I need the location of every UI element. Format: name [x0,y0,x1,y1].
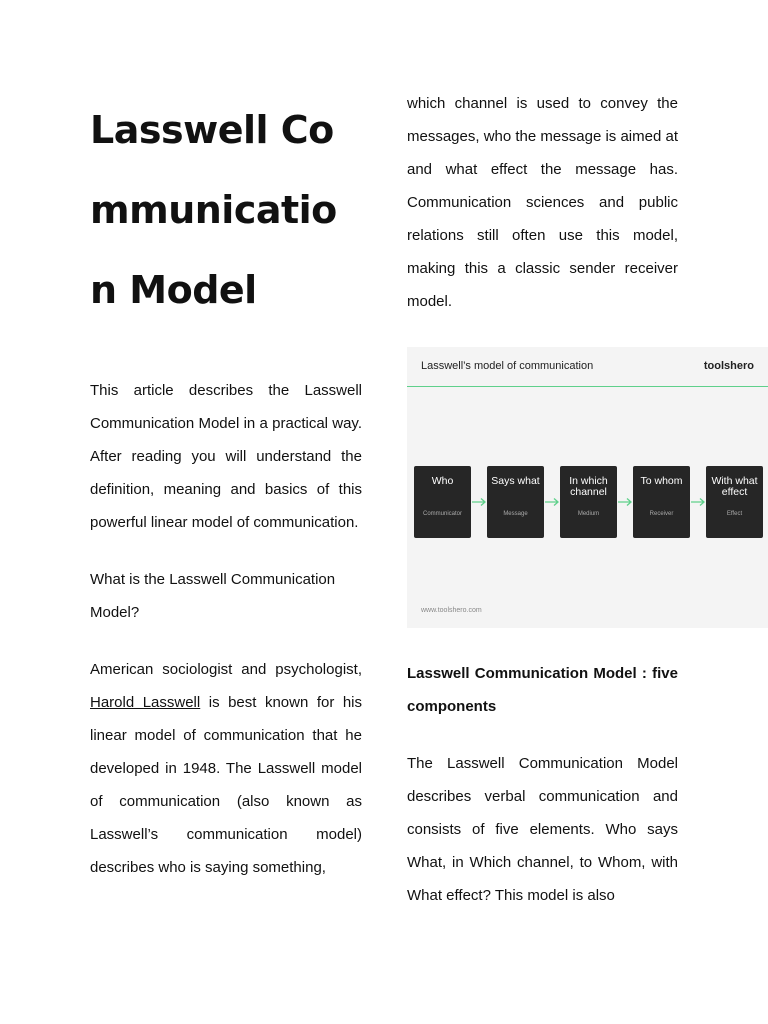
diagram-box-effect [706,466,763,538]
intro-paragraph: This article describes the Lasswell Communication Model in a practical way. After reading you will understand the definition, meaning and basics of this powerful linear model of communication. [90,382,362,531]
left-column [90,90,362,884]
diagram-box-channel [560,466,617,538]
components-heading: Lasswell Communication Model : five components [407,665,678,715]
arrow-right-icon [544,497,560,507]
body-text-start: American sociologist and psychologist, [90,661,362,678]
box-label: In which channel [569,475,608,498]
box-label: With what effect [711,475,758,498]
diagram-title: Lasswell’s model of communication [421,360,594,372]
box-sublabel: Effect [726,511,743,517]
arrow-right-icon [471,497,487,507]
diagram-box-who [414,466,471,538]
components-paragraph: The Lasswell Communication Model describes verbal communication and consists of five elements. Who says What, in Which channel, to Whom, with What effect? This model is also [407,755,678,904]
harold-lasswell-link[interactable]: Harold Lasswell [90,694,201,711]
box-sublabel: Receiver [649,511,674,517]
diagram-box-to-whom [633,466,690,538]
right-column-bottom [407,657,678,912]
lasswell-model-diagram [407,347,768,628]
arrow-right-icon [617,497,633,507]
body-text-rest: is best known for his linear model of communication that he developed in 1948. The Lasswell model of communication (also known as Lasswell’s communication model) describes who is saying something, [90,694,363,876]
arrow-right-icon [690,497,706,507]
box-sublabel: Communicator [422,511,462,517]
box-label: Says what [491,475,540,487]
question-heading: What is the Lasswell Communication Model? [90,571,336,621]
box-label: To whom [640,475,683,487]
box-label: Who [431,475,454,487]
diagram-url: www.toolshero.com [421,607,482,614]
box-sublabel: Medium [577,511,600,517]
article-title: Lasswell Communication Model [90,108,337,312]
diagram-brand-logo: toolshero [703,360,754,372]
continuation-paragraph: which channel is used to convey the messages, who the message is aimed at and what effect the message has. Communication sciences and public relations still often use this model, making this a classic sender receiver model. [407,95,678,310]
diagram-box-says-what [487,466,544,538]
right-column-top [407,87,678,318]
box-sublabel: Message [503,511,528,517]
diagram-divider [407,386,768,387]
body-paragraph [90,653,362,884]
